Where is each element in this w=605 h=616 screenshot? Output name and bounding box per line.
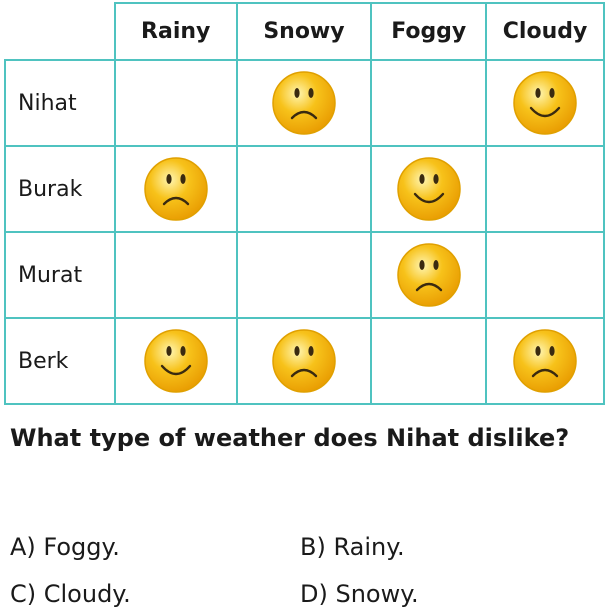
column-header-cloudy: Cloudy: [486, 3, 604, 60]
sad-face-icon: [271, 70, 337, 136]
column-header-rainy: Rainy: [115, 3, 237, 60]
table-cell: [237, 318, 372, 404]
table-row: [5, 318, 604, 404]
table-cell: [371, 60, 486, 146]
table-cell: [115, 318, 237, 404]
sad-face-icon: [396, 242, 462, 308]
header-row: [5, 3, 604, 60]
row-name: Nihat: [5, 60, 115, 146]
column-header-snowy: Snowy: [237, 3, 372, 60]
row-name: Berk: [5, 318, 115, 404]
table-row: [5, 232, 604, 318]
table-cell: [237, 146, 372, 232]
table-cell: [115, 146, 237, 232]
table-cell: [237, 232, 372, 318]
sad-face-icon: [512, 328, 578, 394]
option-d[interactable]: D) Snowy.: [300, 580, 419, 608]
table-cell: [486, 60, 604, 146]
table-cell: [486, 232, 604, 318]
row-name: Murat: [5, 232, 115, 318]
option-c[interactable]: C) Cloudy.: [10, 580, 131, 608]
happy-face-icon: [512, 70, 578, 136]
weather-preference-table: [4, 2, 605, 405]
table-row: [5, 60, 604, 146]
corner-cell: [5, 3, 115, 60]
option-a[interactable]: A) Foggy.: [10, 533, 120, 561]
table-row: [5, 146, 604, 232]
happy-face-icon: [143, 328, 209, 394]
sad-face-icon: [271, 328, 337, 394]
question-text: What type of weather does Nihat dislike?: [10, 424, 570, 452]
column-header-foggy: Foggy: [371, 3, 486, 60]
table-cell: [486, 146, 604, 232]
happy-face-icon: [396, 156, 462, 222]
option-b[interactable]: B) Rainy.: [300, 533, 405, 561]
table-cell: [371, 232, 486, 318]
table-cell: [486, 318, 604, 404]
row-name: Burak: [5, 146, 115, 232]
table-cell: [237, 60, 372, 146]
table-cell: [115, 232, 237, 318]
sad-face-icon: [143, 156, 209, 222]
table-cell: [371, 318, 486, 404]
table-cell: [115, 60, 237, 146]
table-cell: [371, 146, 486, 232]
